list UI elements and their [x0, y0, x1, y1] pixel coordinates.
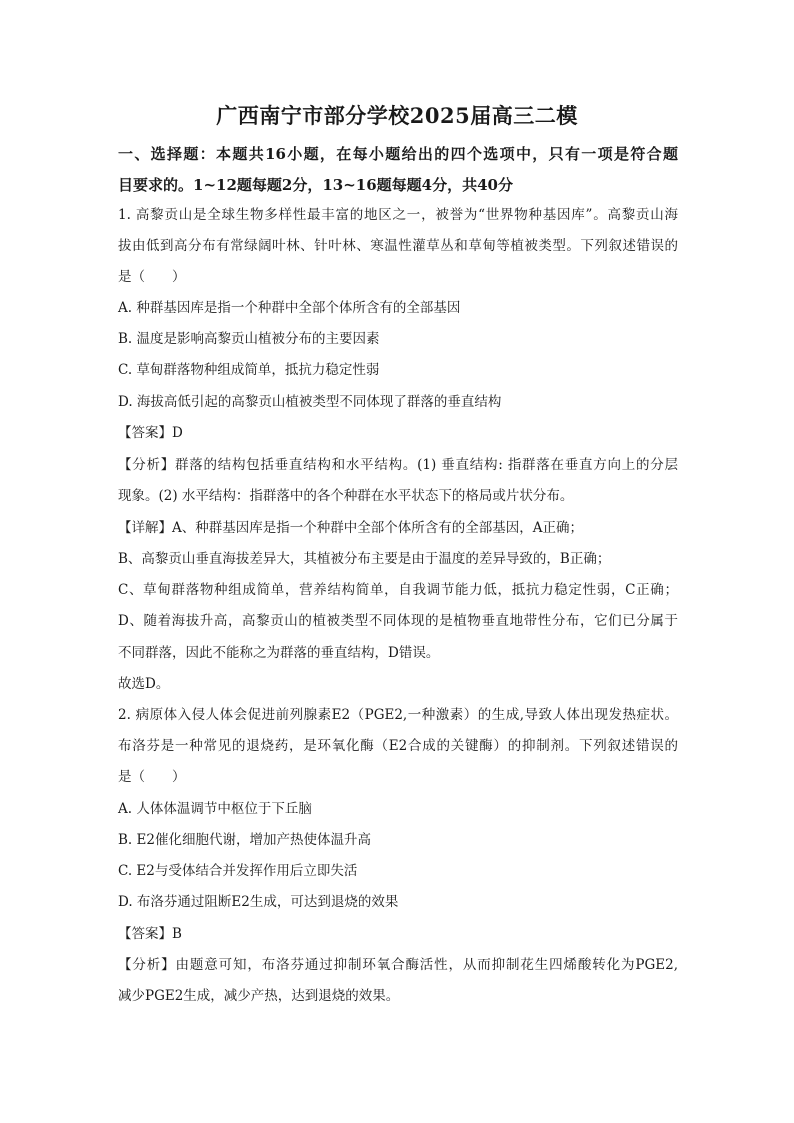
question-2-answer: 【答案】B — [118, 926, 182, 942]
question-1-option-d: D. 海拔高低引起的高黎贡山植被类型不同体现了群落的垂直结构 — [118, 394, 502, 410]
question-1-explanation-c: C、草甸群落物种组成简单，营养结构简单，自我调节能力低，抵抗力稳定性弱，C正确； — [118, 582, 678, 598]
question-1-explanation-d-cont: 不同群落，因此不能称之为群落的垂直结构，D错误。 — [118, 645, 440, 661]
question-2-stem: 2. 病原体入侵人体会促进前列腺素E2（PGE2,一种激素）的生成,导致人体出现发热症状。 — [118, 707, 678, 723]
question-2-option-b: B. E2催化细胞代谢，增加产热使体温升高 — [118, 832, 371, 848]
question-1-explanation-d: D、随着海拔升高，高黎贡山的植被类型不同体现的是植物垂直地带性分布，它们已分属于 — [118, 613, 678, 629]
question-1-option-c: C. 草甸群落物种组成简单，抵抗力稳定性弱 — [118, 362, 380, 378]
question-2-analysis: 【分析】由题意可知，布洛芬通过抑制环氧合酶活性，从而抑制花生四烯酸转化为PGE2, — [118, 957, 678, 973]
question-1-option-a: A. 种群基因库是指一个种群中全部个体所含有的全部基因 — [118, 300, 461, 316]
question-1-analysis-cont: 现象。(2) 水平结构：指群落中的各个种群在水平状态下的格局或片状分布。 — [118, 488, 574, 504]
question-1-explanation-a: 【详解】A、种群基因库是指一个种群中全部个体所含有的全部基因，A正确； — [118, 520, 583, 536]
document-title: 广西南宁市部分学校2025届高三二模 — [216, 103, 578, 128]
question-1-stem: 1. 高黎贡山是全球生物多样性最丰富的地区之一，被誉为“世界物种基因库”。高黎贡山海 — [118, 207, 678, 223]
section-heading-cont: 目要求的。1~12题每题2分，13~16题每题4分，共40分 — [118, 176, 513, 194]
question-2-analysis-cont: 减少PGE2生成，减少产热，达到退烧的效果。 — [118, 988, 400, 1004]
question-1-conclusion: 故选D。 — [118, 676, 170, 692]
question-2-option-a: A. 人体体温调节中枢位于下丘脑 — [118, 801, 312, 817]
question-1-stem-cont: 拔由低到高分布有常绿阔叶林、针叶林、寒温性灌草丛和草甸等植被类型。下列叙述错误的 — [118, 238, 678, 254]
question-1-explanation-b: B、高黎贡山垂直海拔差异大，其植被分布主要是由于温度的差异导致的，B正确； — [118, 551, 611, 567]
section-heading: 一、选择题：本题共16小题，在每小题给出的四个选项中，只有一项是符合题 — [118, 145, 678, 163]
question-2-option-d: D. 布洛芬通过阻断E2生成，可达到退烧的效果 — [118, 894, 399, 910]
question-1-option-b: B. 温度是影响高黎贡山植被分布的主要因素 — [118, 331, 380, 347]
question-1-analysis: 【分析】群落的结构包括垂直结构和水平结构。(1) 垂直结构: 指群落在垂直方向上的分层 — [118, 457, 678, 473]
question-2-stem-end: 是（ ） — [118, 769, 186, 785]
question-2-option-c: C. E2与受体结合并发挥作用后立即失活 — [118, 863, 358, 879]
question-1-answer: 【答案】D — [118, 425, 183, 441]
question-1-stem-end: 是（ ） — [118, 269, 186, 285]
question-2-stem-cont: 布洛芬是一种常见的退烧药，是环氧化酶（E2合成的关键酶）的抑制剂。下列叙述错误的 — [118, 738, 678, 754]
